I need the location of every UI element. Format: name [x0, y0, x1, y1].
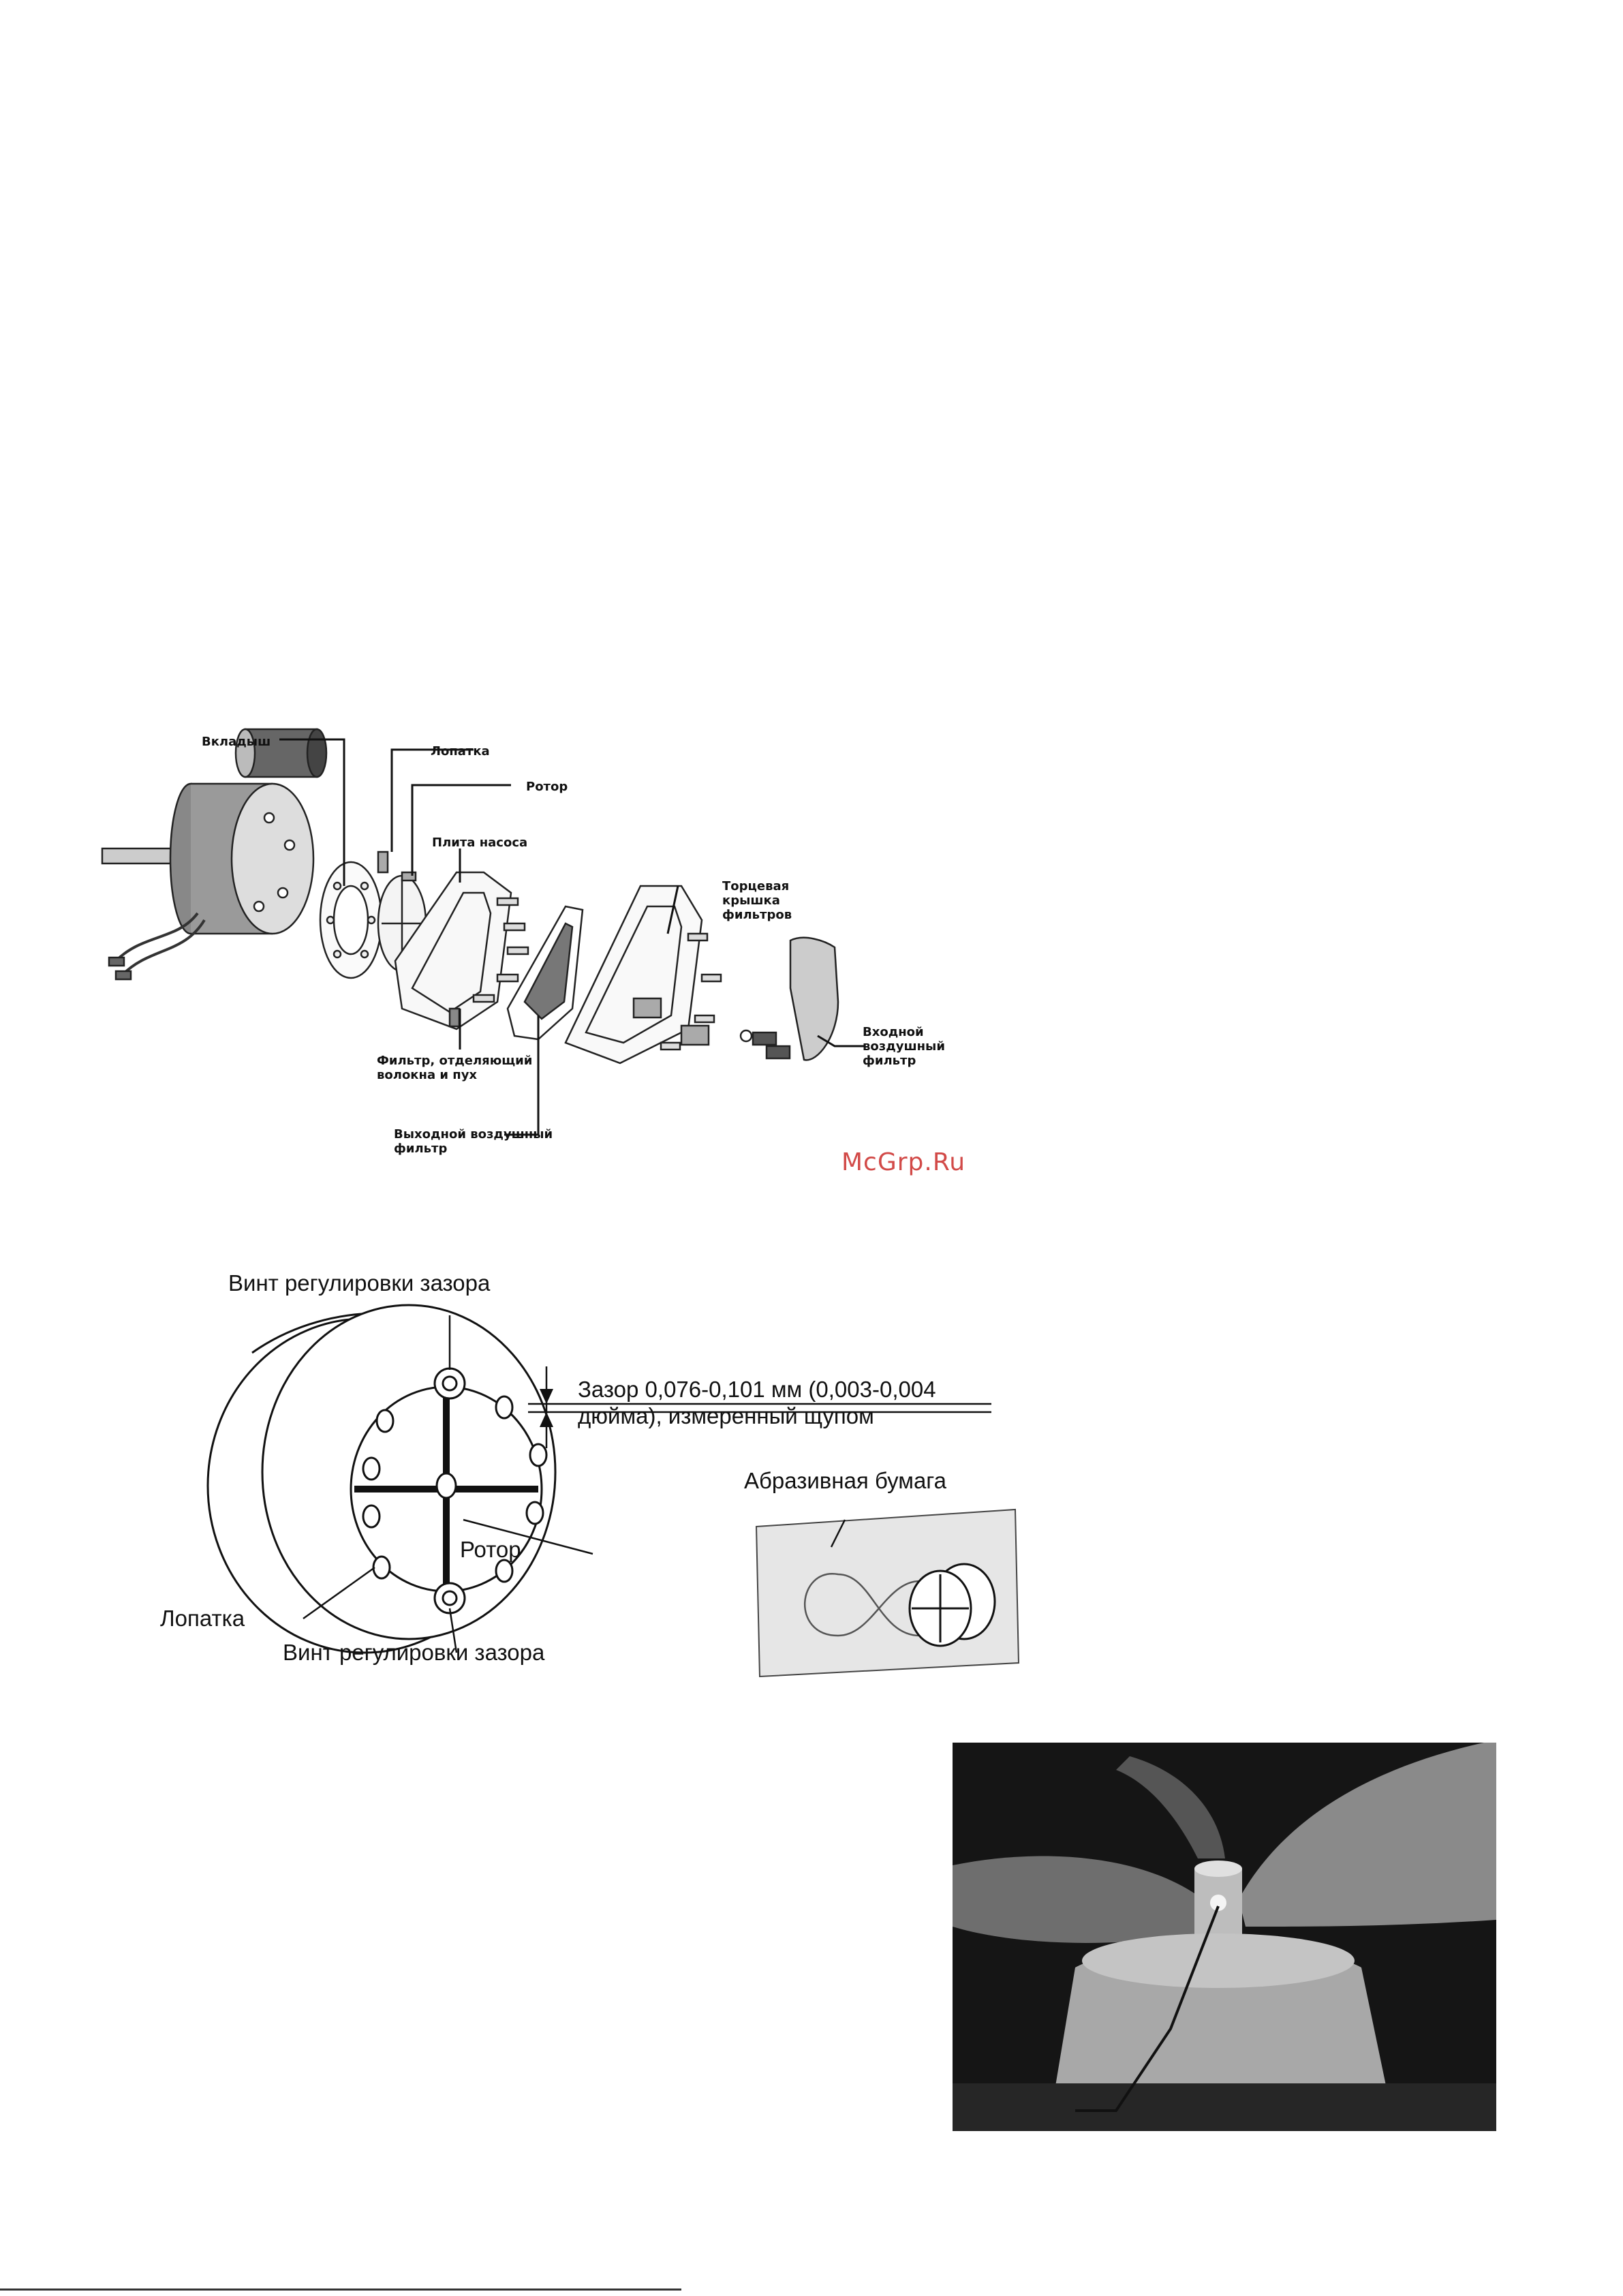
label-inlet-filter: Входной воздушный фильтр — [863, 1025, 945, 1068]
exploded-pump-diagram — [102, 716, 966, 1193]
motor-photo-drawing — [953, 1743, 1496, 2131]
rotor-gap-diagram — [157, 1268, 1002, 1704]
label-abrasive: Абразивная бумага — [744, 1468, 946, 1493]
label-pump-plate: Плита насоса — [432, 836, 528, 850]
label-screw-top: Винт регулировки зазора — [228, 1270, 491, 1296]
label-rotor: Ротор — [526, 780, 568, 794]
motor-photo — [953, 1743, 1496, 2131]
label-vane2: Лопатка — [160, 1606, 245, 1631]
watermark: McGrp.Ru — [841, 1148, 966, 1176]
bottom-rule — [0, 2289, 681, 2291]
label-vane: Лопатка — [431, 744, 490, 759]
label-rotor2: Ротор — [460, 1537, 521, 1562]
label-gap-line1: Зазор 0,076-0,101 мм (0,003-0,004 — [578, 1377, 936, 1402]
label-end-cover: Торцевая крышка фильтров — [722, 879, 792, 922]
label-gap-line2: дюйма), измеренный щупом — [578, 1403, 874, 1428]
label-insert: Вкладыш — [202, 735, 271, 749]
label-fiber-filter: Фильтр, отделяющий волокна и пух — [377, 1054, 533, 1082]
label-outlet-filter: Выходной воздушный фильтр — [394, 1127, 553, 1156]
label-screw-bottom: Винт регулировки зазора — [283, 1640, 545, 1665]
